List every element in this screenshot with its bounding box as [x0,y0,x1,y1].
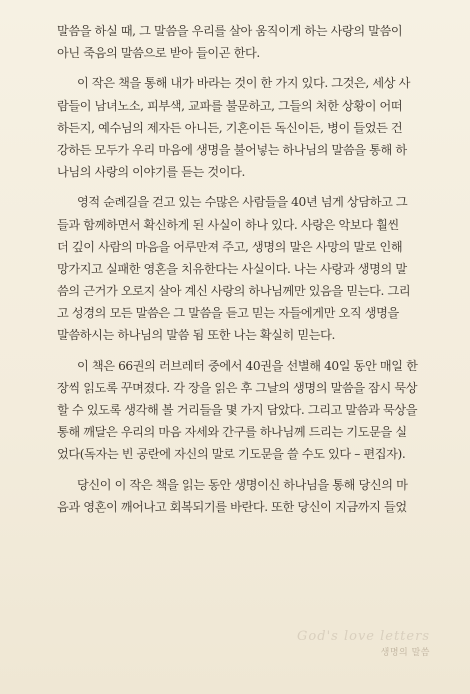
text-line: 이 책은 66권의 러브레터 중에서 40권을 선별해 40일 동안 매일 한 [77,358,418,373]
text-line: 말씀하시는 하나님의 말씀 됨 또한 나는 확실히 믿는다. [57,328,336,343]
page-footer [297,628,430,660]
text-line: 장씩 읽도록 꾸며졌다. 각 장을 읽은 후 그날의 생명의 말씀을 잠시 묵상 [57,380,418,395]
text-line: 나님의 사랑의 이야기를 듣는 것이다. [57,165,245,180]
paragraph-4 [57,355,427,466]
book-subtitle: 생명의 말씀 [380,648,430,658]
paragraph-2 [57,72,427,183]
text-line: 말씀을 하실 때, 그 말씀을 우리를 살아 움직이게 하는 사랑의 말씀이 [57,24,403,38]
text-line: 더 깊이 사람의 마음을 어루만져 주고, 생명의 말은 사망의 말로 인해 [57,239,403,254]
text-line: 고 성경의 모든 말씀은 그 말씀을 듣고 믿는 자들에게만 오직 생명을 [57,306,399,321]
text-line: 강하든 모두가 우리 마음에 생명을 불어넣는 하나님의 말씀을 통해 하 [57,142,407,157]
text-line: 당신이 이 작은 책을 읽는 동안 생명이신 하나님을 통해 당신의 마 [77,477,408,492]
text-line: 망가지고 실패한 영혼을 치유한다는 사실이다. 나는 사랑과 생명의 말 [57,261,407,276]
text-line: 이 작은 책을 통해 내가 바라는 것이 한 가지 있다. 그것은, 세상 사 [77,76,410,91]
text-line: 람들이 남녀노소, 피부색, 교파를 불문하고, 그들의 처한 상황이 어떠 [57,98,403,113]
text-line: 음과 영혼이 깨어나고 회복되기를 바란다. 또한 당신이 지금까지 들었 [57,499,407,514]
text-line: 할 수 있도록 생각해 볼 거리들을 몇 가지 담았다. 그리고 말씀과 묵상을 [57,403,418,417]
paragraph-1 [57,20,427,64]
series-title: God's love letters [297,629,430,644]
text-line: 통해 깨달은 우리의 마음 자세와 간구를 하나님께 드리는 기도문을 실 [57,425,407,440]
text-line: 영적 순례길을 걷고 있는 수많은 사람들을 40년 넘게 상담하고 그 [77,195,408,210]
text-line: 었다(독자는 빈 공란에 자신의 말로 기도문을 쓸 수도 있다 – 편집자). [57,447,406,462]
text-line: 아닌 죽음의 말씀으로 받아 들이곤 한다. [57,46,260,61]
paragraph-5 [57,474,427,518]
text-line: 씀의 근거가 오로지 살아 계신 사랑의 하나님께만 있음을 믿는다. 그리 [57,284,411,299]
text-line: 들과 함께하면서 확신하게 된 사실이 하나 있다. 사랑은 악보다 훨씬 [57,217,399,232]
body-text [57,20,427,526]
paragraph-3 [57,191,427,346]
text-line: 하든지, 예수님의 제자든 아니든, 기혼이든 독신이든, 병이 들었든 건 [57,120,403,135]
